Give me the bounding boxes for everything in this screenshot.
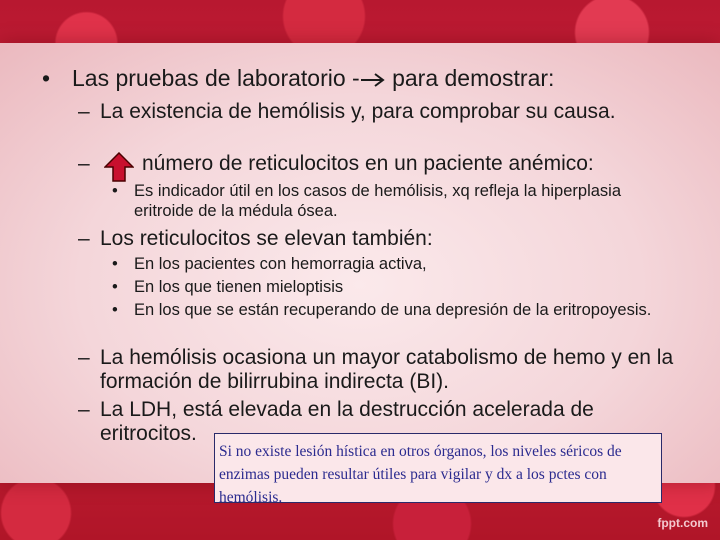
right-arrow-icon: [360, 73, 386, 87]
sub-item-2-detail-text: Es indicador útil en los casos de hemólisis, xq refleja la hiperplasia eritroide de la médula ósea.: [134, 182, 621, 220]
main-bullet-text-end: para demostrar:: [385, 65, 555, 91]
list-item-text: En los pacientes con hemorragia activa,: [134, 255, 427, 273]
dash: –: [78, 227, 90, 250]
dash: –: [78, 152, 90, 175]
bullet-dot: •: [42, 65, 51, 91]
note-text: Si no existe lesión hística en otros órganos, los niveles séricos de enzimas pueden resultar útiles para vigilar y dx a los pctes con hemólisis.: [219, 443, 622, 506]
sub-item-4-text: La hemólisis ocasiona un mayor catabolismo de hemo y en la formación de bilirrubina indirecta (BI).: [100, 346, 674, 393]
list-item-text: En los que se están recuperando de una depresión de la eritropoyesis.: [134, 301, 652, 319]
sub-item-2-text: número de reticulocitos en un paciente anémico:: [142, 152, 594, 175]
bullet-dot: •: [112, 278, 118, 296]
dash: –: [78, 346, 90, 369]
dash: –: [78, 100, 90, 123]
note-box: [214, 433, 662, 506]
bullet-dot: •: [112, 301, 118, 319]
sub-item-1-text: La existencia de hemólisis y, para comprobar su causa.: [100, 100, 616, 123]
bullet-dot: •: [112, 255, 118, 273]
main-bullet-text: Las pruebas de laboratorio -: [72, 65, 360, 91]
dash: –: [78, 398, 90, 421]
list-item-text: En los que tienen mieloptisis: [134, 278, 344, 296]
bullet-dot: •: [112, 182, 118, 200]
sub-item-3-text: Los reticulocitos se elevan también:: [100, 227, 433, 250]
up-arrow-icon: [104, 152, 134, 182]
footer-brand: fppt.com: [657, 516, 708, 530]
sub-item-5-text: La LDH, está elevada en la destrucción acelerada de eritrocitos.: [100, 398, 594, 445]
